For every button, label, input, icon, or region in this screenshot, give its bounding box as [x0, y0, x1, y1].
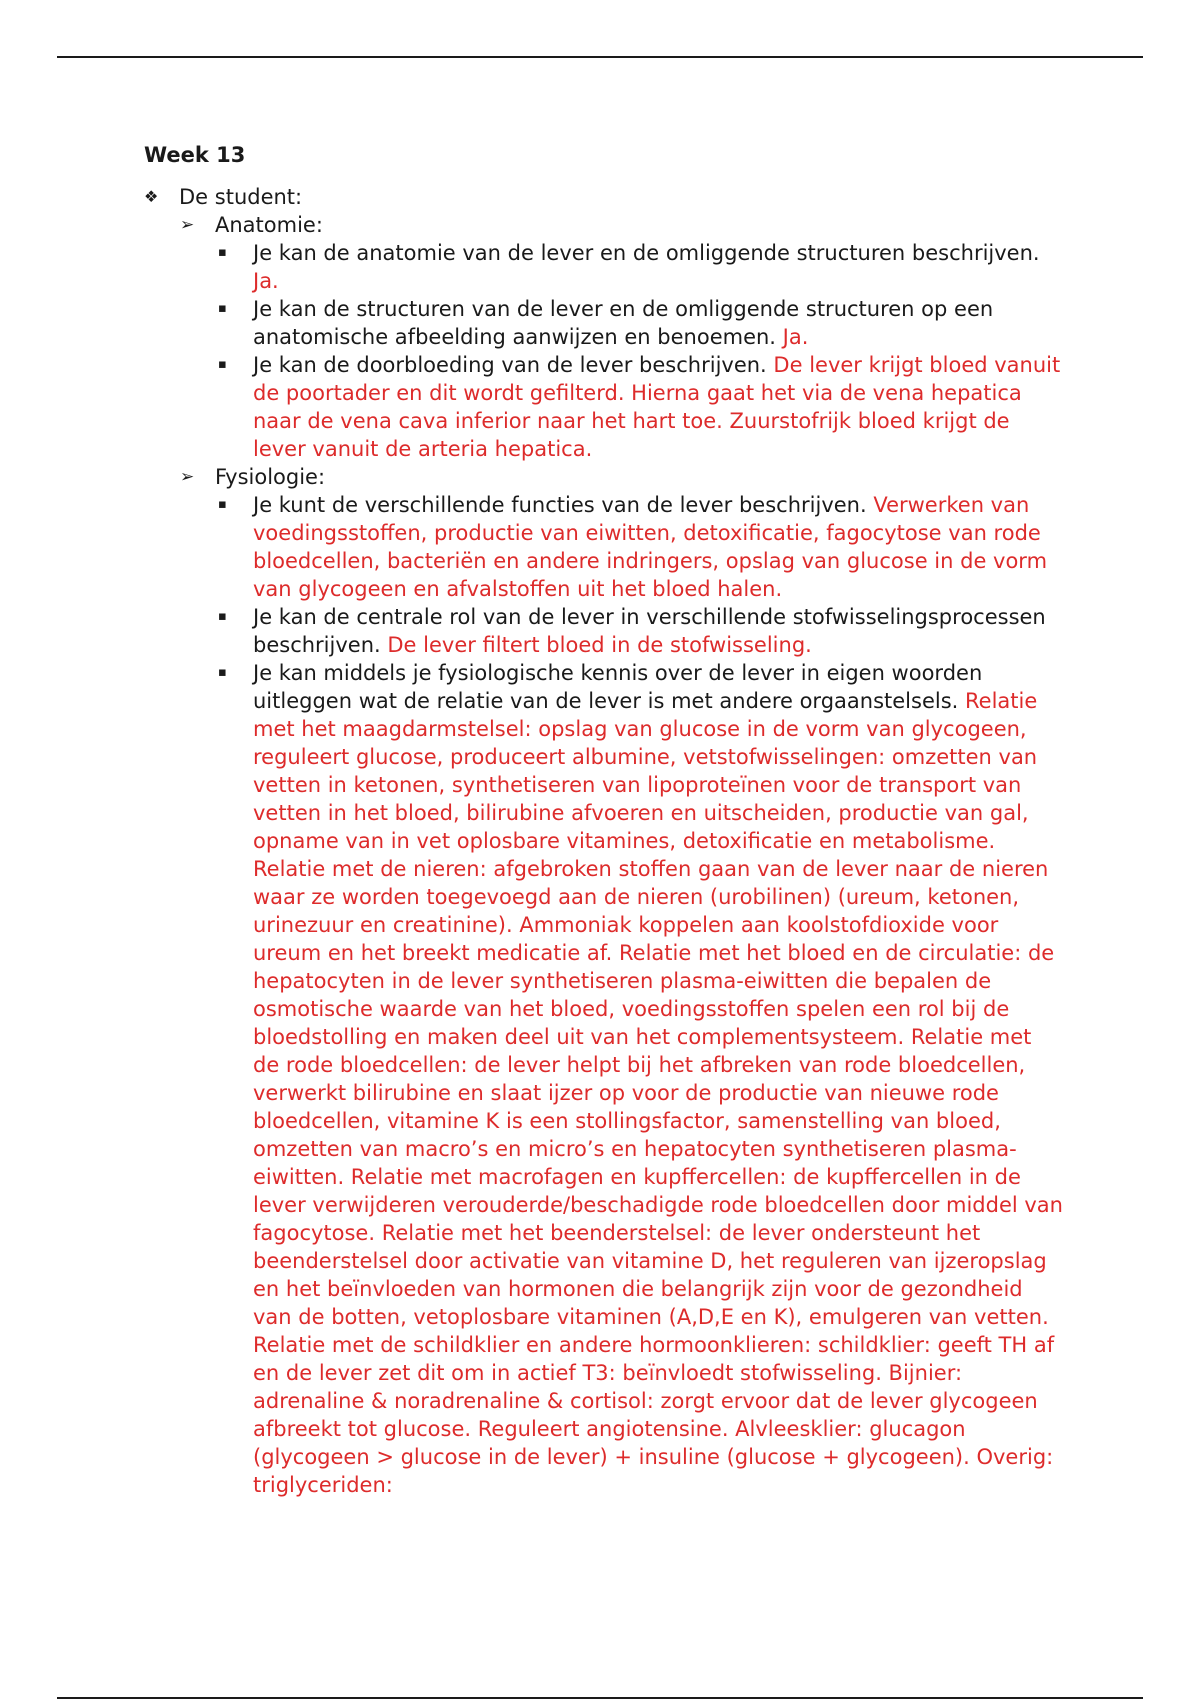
square-bullet-icon: ▪ — [218, 497, 227, 512]
square-bullet-icon: ▪ — [218, 665, 227, 680]
list-item — [218, 351, 1064, 463]
question-text: Je kan de anatomie van de lever en de omliggende structuren beschrijven. — [253, 241, 1040, 265]
question-text: Je kan de doorbloeding van de lever beschrijven. — [253, 353, 767, 377]
student-label: De student: — [179, 185, 303, 209]
question-text: Je kan middels je fysiologische kennis over de lever in eigen woorden uitleggen wat de relatie van de lever is met andere orgaanstelsels. — [253, 661, 983, 713]
square-bullet-icon: ▪ — [218, 609, 227, 624]
list-item-text — [253, 659, 1064, 1499]
fysiologie-item — [180, 463, 1064, 491]
list-item — [218, 295, 1064, 351]
document-body — [144, 141, 1064, 1499]
answer-text: De lever krijgt bloed vanuit de poortader en dit wordt gefilterd. Hierna gaat het via de vena hepatica naar de vena cava inferior naar het hart toe. Zuurstofrijk bloed krijgt de lever vanuit de arteria hepatica. — [253, 353, 1061, 461]
square-bullet-icon: ▪ — [218, 245, 227, 260]
answer-text: Ja. — [253, 269, 279, 293]
answer-text: De lever filtert bloed in de stofwisseling. — [387, 633, 812, 657]
question-text: Je kunt de verschillende functies van de lever beschrijven. — [253, 493, 867, 517]
list-item — [218, 239, 1064, 295]
list-item-text — [253, 603, 1064, 659]
square-bullet-icon: ▪ — [218, 301, 227, 316]
list-item — [218, 659, 1064, 1499]
arrow-bullet-icon: ➢ — [180, 215, 195, 235]
list-item-text — [253, 351, 1064, 463]
list-item-text — [253, 295, 1064, 351]
answer-text: Verwerken van voedingsstoffen, productie van eiwitten, detoxificatie, fagocytose van rode bloedcellen, bacteriën en andere indringers, opslag van glucose in de vorm van glycogeen en afvalstoffen uit het bloed halen. — [253, 493, 1048, 601]
header-rule — [57, 56, 1143, 58]
week-title: Week 13 — [144, 143, 246, 167]
question-text: Je kan de structuren van de lever en de omliggende structuren op een anatomische afbeelding aanwijzen en benoemen. — [253, 297, 994, 349]
anatomie-label: Anatomie: — [215, 213, 323, 237]
fysiologie-label: Fysiologie: — [215, 465, 326, 489]
footer-rule — [57, 1697, 1143, 1699]
answer-text: Ja. — [782, 325, 809, 349]
answer-text: Relatie met het maagdarmstelsel: opslag van glucose in de vorm van glycogeen, reguleert glucose, produceert albumine, vetstofwisselingen: omzetten van vetten in ketonen, synthetiseren van lipoproteïnen voor de transport van vetten in het bloed, bilirubine afvoeren en uitscheiden, productie van gal, opname van in vet oplosbare vitamines, detoxificatie en metabolisme. Relatie met de nieren: afgebroken stoffen gaan van de lever naar de nieren waar ze worden toegevoegd aan de nieren (urobilinen) (ureum, ketonen, urinezuur en creatinine). Ammoniak koppelen aan koolstofdioxide voor ureum en het breekt medicatie af. Relatie met het bloed en de circulatie: de hepatocyten in de lever synthetiseren plasma-eiwitten die bepalen de osmotische waarde van het bloed, voedingsstoffen spelen een rol bij de bloedstolling en maken deel uit van het complementsysteem. Relatie met de rode bloedcellen: de lever helpt bij het afbreken van rode bloedcellen, verwerkt bilirubine en slaat ijzer op voor de productie van nieuwe rode bloedcellen, vitamine K is een stollingsfactor, samenstelling van bloed, omzetten van macro’s en micro’s en hepatocyten synthetiseren plasma-eiwitten. Relatie met macrofagen en kupffercellen: de kupffercellen in de lever verwijderen verouderde/beschadigde rode bloedcellen door middel van fagocytose. Relatie met het beenderstelsel: de lever ondersteunt het beenderstelsel door activatie van vitamine D, het reguleren van ijzeropslag en het beïnvloeden van hormonen die belangrijk zijn voor de gezondheid van de botten, vetoplosbare vitaminen (A,D,E en K), emulgeren van vetten. Relatie met de schildklier en andere hormoonklieren: schildklier: geeft TH af en de lever zet dit om in actief T3: beïnvloedt stofwisseling. Bijnier: adrenaline & noradrenaline & cortisol: zorgt ervoor dat de lever glycogeen afbreekt tot glucose. Reguleert angiotensine. Alvleesklier: glucagon (glycogeen > glucose in de lever) + insuline (glucose + glycogeen). Overig: triglyceriden: — [253, 689, 1063, 1497]
diamond-bullet-icon: ❖ — [144, 187, 159, 206]
question-text: Je kan de centrale rol van de lever in verschillende stofwisselingsprocessen beschrijven. — [253, 605, 1046, 657]
list-item-text — [253, 491, 1064, 603]
list-item — [218, 491, 1064, 603]
anatomie-item — [180, 211, 1064, 239]
list-item — [218, 603, 1064, 659]
student-item — [144, 183, 1064, 211]
arrow-bullet-icon: ➢ — [180, 467, 195, 487]
square-bullet-icon: ▪ — [218, 357, 227, 372]
list-item-text — [253, 239, 1064, 295]
